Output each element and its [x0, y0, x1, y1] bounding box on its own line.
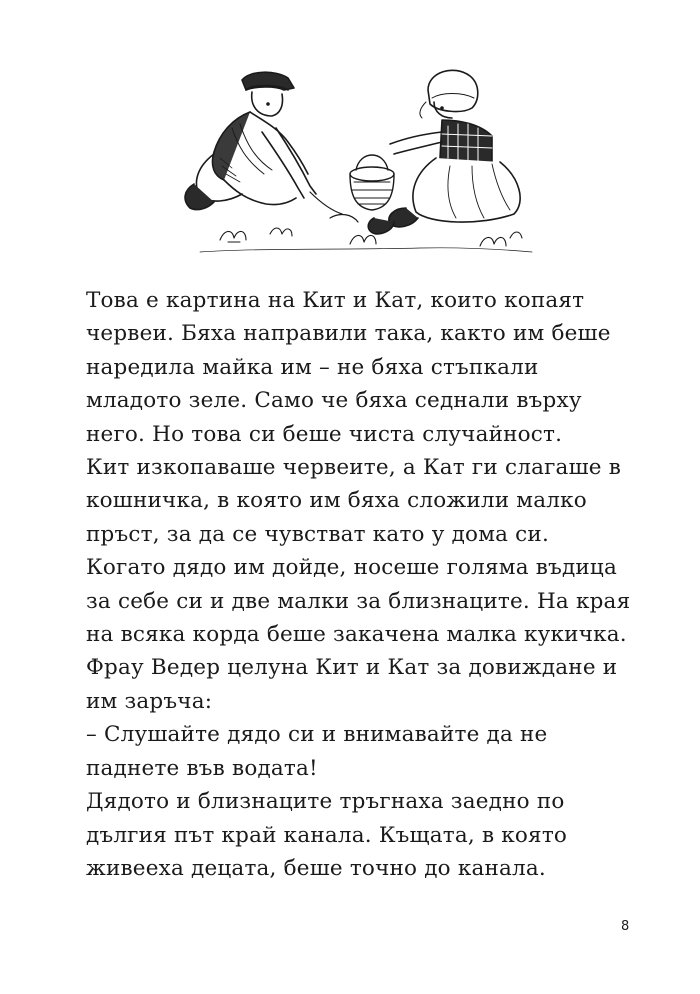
- story-line: на всяка корда беше закачена малка кукичка.: [86, 622, 627, 648]
- story-line: Когато дядо им дойде, носеше голяма въдица: [86, 555, 617, 581]
- ground-plants: [200, 228, 532, 252]
- story-line: Дядото и близнаците тръгнаха заедно по: [86, 789, 565, 815]
- page-number: 8: [621, 919, 630, 934]
- story-line: Кит изкопаваше червеите, а Кат ги слагаше в: [86, 455, 622, 481]
- story-line: червеи. Бяха направили така, както им беше: [86, 321, 611, 347]
- girl-figure: [368, 70, 520, 234]
- story-line: паднете във водата!: [86, 755, 318, 781]
- story-line: за себе си и две малки за близнаците. На края: [86, 588, 631, 614]
- story-line: него. Но това си беше чиста случайност.: [86, 421, 563, 447]
- story-line: кошничка, в която им бяха сложили малко: [86, 488, 587, 514]
- story-line: дългия път край канала. Къщата, в която: [86, 822, 568, 848]
- story-line: Това е картина на Кит и Кат, които копаят: [86, 288, 585, 313]
- children-digging-worms-illustration: [180, 62, 540, 262]
- story-line: им заръча:: [86, 688, 213, 714]
- story-line: пръст, за да се чувстват като у дома си.: [86, 521, 549, 547]
- story-line: живееха децата, беше точно до канала.: [86, 855, 546, 881]
- story-line: – Слушайте дядо си и внимавайте да не: [86, 722, 548, 748]
- story-line: младото зеле. Само че бяха седнали върху: [86, 388, 582, 414]
- basket: [350, 155, 394, 210]
- story-line: Фрау Ведер целуна Кит и Кат за довиждане и: [86, 655, 618, 681]
- boy-figure: [185, 72, 358, 222]
- story-line: наредила майка им – не бяха стъпкали: [86, 354, 539, 380]
- story-text: [86, 284, 656, 885]
